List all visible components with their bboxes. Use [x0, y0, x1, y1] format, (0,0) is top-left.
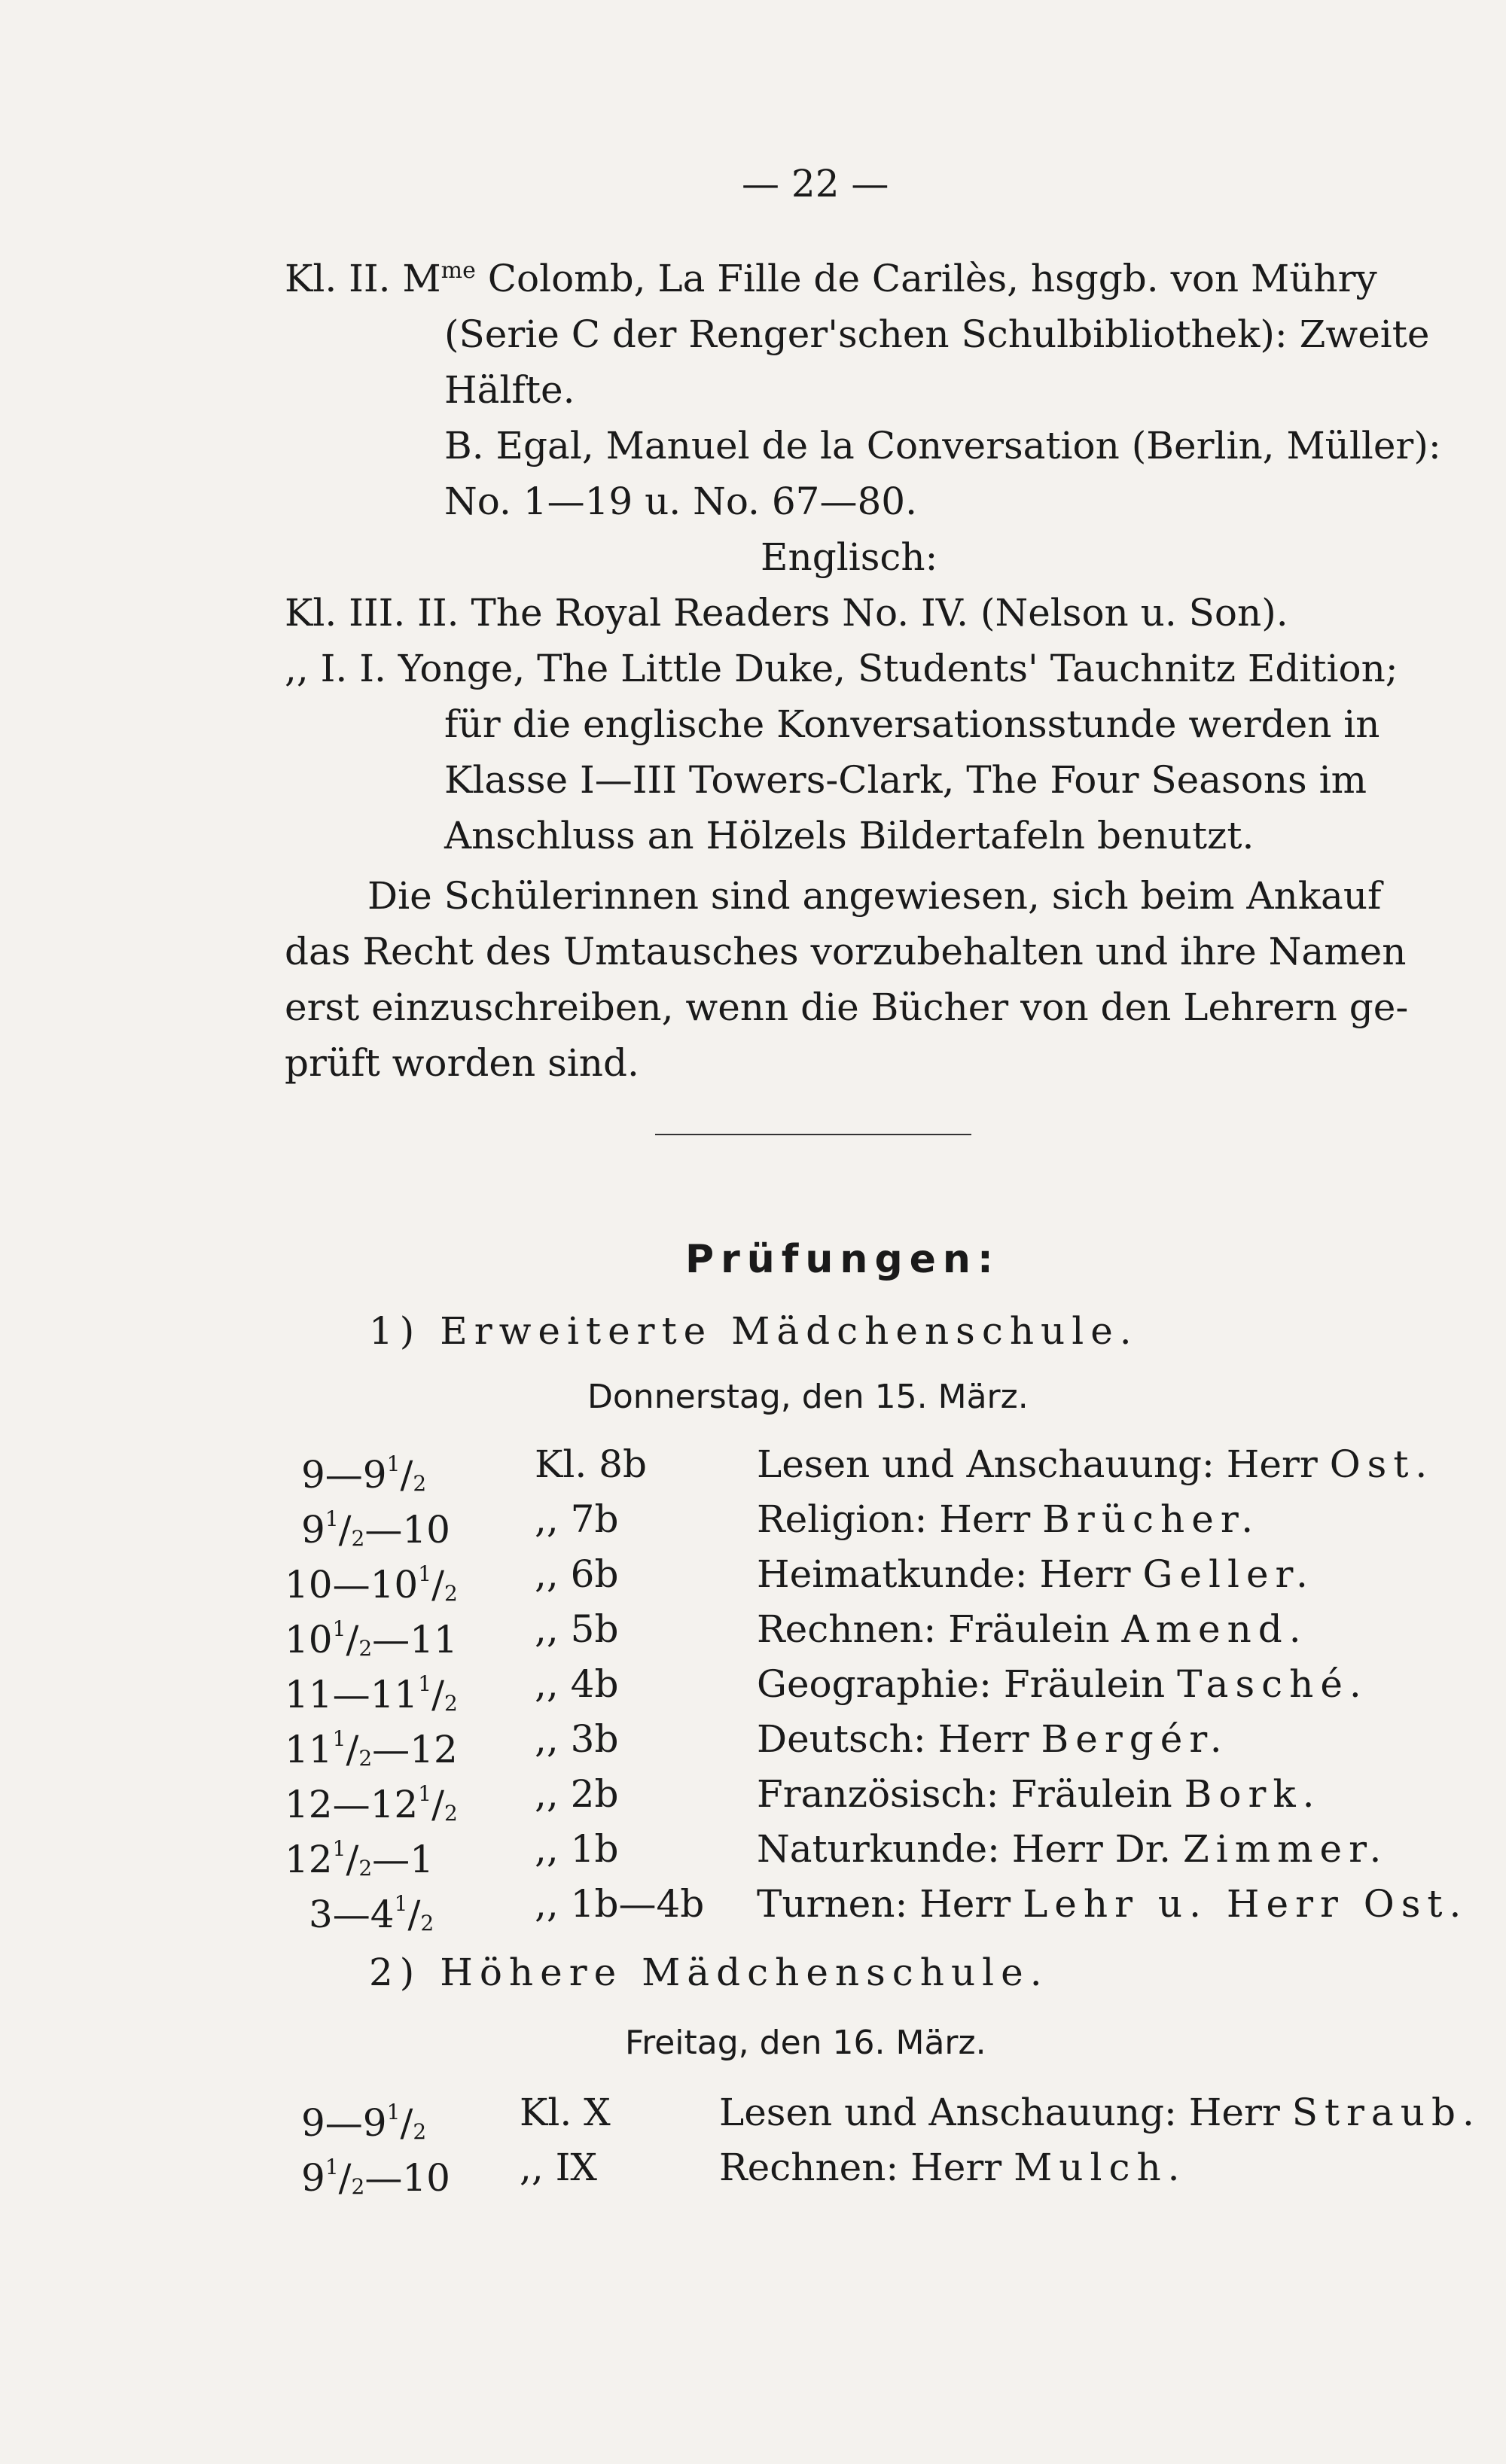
- exam-entry: Religion: Herr Brücher.: [757, 1497, 1261, 1541]
- note-line-4: prüft worden sind.: [285, 1041, 639, 1085]
- class-label: ,, 1b—4b: [535, 1882, 705, 1926]
- exam-entry: Geographie: Fräulein Tasché.: [757, 1662, 1368, 1706]
- day-2-heading: Freitag, den 16. März.: [625, 2024, 986, 2062]
- class-ii-superscript: me: [441, 257, 476, 284]
- class-label: ,, 2b: [535, 1772, 619, 1816]
- exams-heading: Prüfungen:: [685, 1237, 1000, 1282]
- teacher-name: Straub.: [1291, 2091, 1481, 2134]
- class-label: ,, 5b: [535, 1607, 619, 1651]
- class-ii-line-3: Hälfte.: [444, 368, 575, 412]
- teacher-name: Mulch.: [1014, 2146, 1187, 2189]
- time-slot: $9—9^1/_2$: [301, 1451, 427, 1497]
- class-ii-line-5: No. 1—19 u. No. 67—80.: [444, 480, 917, 523]
- note-line-1: Die Schülerinnen sind angewiesen, sich beim Ankauf: [367, 874, 1382, 918]
- time-slot: $12—12^1/_2$: [285, 1781, 458, 1826]
- class-label: Kl. 8b: [535, 1442, 647, 1486]
- teacher-name: Tasché.: [1177, 1662, 1368, 1706]
- exam-entry: Rechnen: Fräulein Amend.: [757, 1607, 1308, 1651]
- class-label: ,, 7b: [535, 1497, 619, 1541]
- class-label: ,, IX: [520, 2146, 598, 2189]
- class-iii-line-2: ,, I. I. Yonge, The Little Duke, Students' Tauchnitz Edition;: [285, 647, 1398, 690]
- class-label: ,, 6b: [535, 1552, 619, 1596]
- page-number: — 22 —: [742, 162, 889, 206]
- class-iii-line-4: Klasse I—III Towers-Clark, The Four Seasons im: [444, 758, 1367, 802]
- time-slot: $12^1/_2—1$: [285, 1836, 434, 1881]
- day-1-heading: Donnerstag, den 15. März.: [587, 1378, 1029, 1416]
- exam-entry: Rechnen: Herr Mulch.: [719, 2146, 1187, 2189]
- time-slot: $9^1/_2—10$: [301, 1506, 450, 1552]
- teacher-name: Bork.: [1184, 1772, 1322, 1816]
- class-label: ,, 1b: [535, 1827, 619, 1871]
- teacher-name: Geller.: [1142, 1552, 1315, 1596]
- time-slot: $11^1/_2—12$: [285, 1726, 458, 1771]
- exam-entry: Heimatkunde: Herr Geller.: [757, 1552, 1315, 1596]
- exam-entry: Turnen: Herr Lehr u. Herr Ost.: [757, 1882, 1468, 1926]
- exam-entry: Deutsch: Herr Bergér.: [757, 1717, 1229, 1761]
- english-heading: Englisch:: [761, 535, 938, 579]
- section-divider: [655, 1134, 971, 1135]
- time-slot: $11—11^1/_2$: [285, 1671, 458, 1716]
- class-ii-line-2: (Serie C der Renger'schen Schulbibliothek): Zweite: [444, 312, 1430, 356]
- teacher-name: Zimmer.: [1182, 1827, 1389, 1871]
- class-iii-line-5: Anschluss an Hölzels Bildertafeln benutzt.: [444, 814, 1254, 857]
- school-1-heading: 1) Erweiterte Mädchenschule.: [369, 1309, 1139, 1353]
- class-ii-line-4: B. Egal, Manuel de la Conversation (Berlin, Müller):: [444, 424, 1441, 468]
- teacher-name: Bergér.: [1041, 1717, 1229, 1761]
- exam-entry: Französisch: Fräulein Bork.: [757, 1772, 1322, 1816]
- time-slot: $10—10^1/_2$: [285, 1561, 458, 1607]
- teacher-name: Lehr u. Herr Ost.: [1023, 1882, 1468, 1926]
- time-slot: $3—4^1/_2$: [309, 1891, 434, 1936]
- exam-entry: Lesen und Anschauung: Herr Straub.: [719, 2091, 1481, 2134]
- class-label: Kl. X: [520, 2091, 611, 2134]
- teacher-name: Brücher.: [1042, 1497, 1261, 1541]
- time-slot: $9^1/_2—10$: [301, 2155, 450, 2200]
- exam-entry: Naturkunde: Herr Dr. Zimmer.: [757, 1827, 1389, 1871]
- exam-entry: Lesen und Anschauung: Herr Ost.: [757, 1442, 1434, 1486]
- teacher-name: Ost.: [1329, 1442, 1434, 1486]
- school-2-heading: 2) Höhere Mädchenschule.: [369, 1951, 1049, 1994]
- class-ii-line-1: [285, 256, 1377, 307]
- class-label: ,, 3b: [535, 1717, 619, 1761]
- class-ii-title: Colomb, La Fille de Carilès, hsggb. von Mühry: [475, 257, 1377, 300]
- note-line-2: das Recht des Umtausches vorzubehalten und ihre Namen: [285, 930, 1407, 973]
- class-iii-line-1: Kl. III. II. The Royal Readers No. IV. (Nelson u. Son).: [285, 591, 1288, 635]
- class-iii-line-3: für die englische Konversationsstunde werden in: [444, 702, 1380, 746]
- class-ii-prefix: Kl. II. M: [285, 257, 441, 300]
- time-slot: $10^1/_2—11$: [285, 1616, 458, 1661]
- class-label: ,, 4b: [535, 1662, 619, 1706]
- time-slot: $9—9^1/_2$: [301, 2100, 427, 2145]
- note-line-3: erst einzuschreiben, wenn die Bücher von den Lehrern ge-: [285, 985, 1409, 1029]
- teacher-name: Amend.: [1121, 1607, 1308, 1651]
